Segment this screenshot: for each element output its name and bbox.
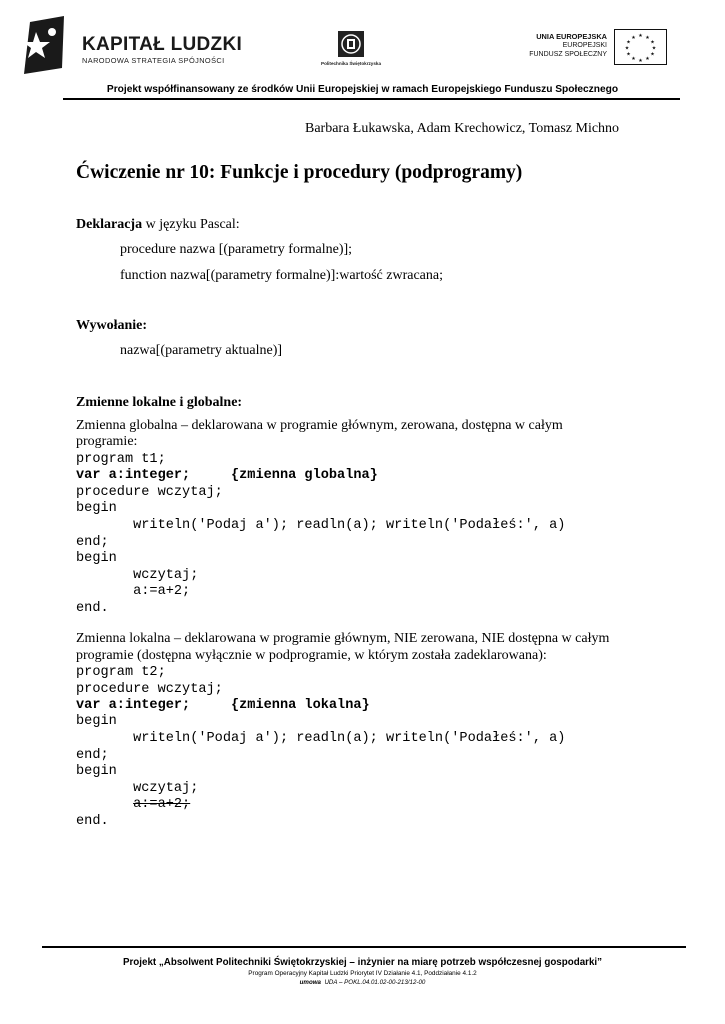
svg-text:★: ★	[645, 35, 650, 41]
code2-line-4: begin	[76, 714, 117, 729]
code1-line-3: procedure wczytaj;	[76, 485, 223, 500]
svg-text:★: ★	[631, 35, 636, 41]
footer-contract	[0, 979, 725, 986]
local-description-line-2: programie (dostępna wyłącznie w podprogramie, w którym została zadeklarowana):	[76, 648, 547, 663]
header-rule	[63, 98, 680, 100]
code1-line-10: end.	[76, 601, 109, 616]
svg-text:★: ★	[638, 33, 643, 39]
university-logo-label: Politechnika Świętokrzyska	[321, 61, 381, 66]
svg-text:★: ★	[638, 58, 643, 64]
logo-title: KAPITAŁ LUDZKI	[82, 34, 243, 55]
eu-line-3: FUNDUSZ SPOŁECZNY	[529, 51, 607, 58]
eu-text-block	[520, 32, 607, 59]
code2-line-6: end;	[76, 748, 109, 763]
svg-text:★: ★	[650, 51, 655, 58]
footer-program: Program Operacyjny Kapitał Ludzki Priorytet IV Działanie 4.1, Poddziałanie 4.1.2	[248, 970, 477, 977]
code1-line-2: var a:integer; {zmienna globalna}	[76, 468, 378, 483]
call-heading: Wywołanie:	[76, 318, 148, 333]
declaration-heading: Deklaracja	[76, 217, 143, 232]
footer-project-name: Projekt „Absolwent Politechniki Świętokrzyskiej – inżynier na miarę potrzeb współczesnej gospodarki”	[122, 957, 603, 968]
code1-line-9: a:=a+2;	[76, 584, 191, 599]
declaration-procedure: procedure nazwa [(parametry formalne)];	[120, 242, 353, 257]
declaration-function: function nazwa[(parametry formalne)]:wartość zwracana;	[120, 268, 443, 283]
svg-text:★: ★	[650, 39, 655, 46]
footer-contract-label: umowa	[299, 979, 321, 986]
call-syntax: nazwa[(parametry aktualne)]	[120, 343, 283, 358]
svg-text:★: ★	[631, 56, 636, 62]
code2-line-9-indent	[76, 797, 133, 812]
code2-line-7: begin	[76, 764, 117, 779]
code2-line-1: program t2;	[76, 665, 166, 680]
declaration-heading-rest: w języku Pascal:	[142, 217, 240, 232]
footer-contract-value: UDA – POKL.04.01.02-00-213/12-00	[324, 979, 426, 986]
code2-line-10: end.	[76, 814, 109, 829]
global-description-line-1: Zmienna globalna – deklarowana w programie głównym, zerowana, dostępna w całym	[76, 418, 563, 433]
code2-line-5: writeln('Podaj a'); readln(a); writeln('Podałeś:', a)	[76, 731, 566, 746]
code2-line-8: wczytaj;	[76, 781, 199, 796]
eu-title: UNIA EUROPEJSKA	[536, 32, 607, 41]
exercise-title: Ćwiczenie nr 10: Funkcje i procedury (podprogramy)	[76, 162, 523, 183]
cofinancing-note: Projekt współfinansowany ze środków Unii Europejskiej w ramach Europejskiego Funduszu Społecznego	[106, 84, 619, 95]
footer-rule	[42, 946, 686, 948]
declaration-heading-line	[76, 217, 240, 233]
code2-line-9	[76, 797, 190, 812]
local-description-line-1: Zmienna lokalna – deklarowana w programie głównym, NIE zerowana, NIE dostępna w całym	[76, 631, 610, 646]
global-description-line-2: programie:	[76, 434, 138, 449]
university-logo-icon	[337, 30, 365, 58]
code1-line-5: writeln('Podaj a'); readln(a); writeln('Podałeś:', a)	[76, 518, 566, 533]
svg-text:★: ★	[651, 45, 657, 52]
code1-line-7: begin	[76, 551, 117, 566]
svg-text:★: ★	[645, 56, 650, 62]
authors: Barbara Łukawska, Adam Krechowicz, Tomasz Michno	[305, 121, 620, 136]
code2-line-3: var a:integer; {zmienna lokalna}	[76, 698, 370, 713]
code1-line-1: program t1;	[76, 452, 166, 467]
code1-line-4: begin	[76, 501, 117, 516]
eu-flag-icon	[614, 29, 667, 65]
svg-text:★: ★	[626, 39, 631, 46]
eu-line-2: EUROPEJSKI	[562, 42, 607, 49]
svg-text:★: ★	[624, 45, 630, 52]
logo-subtitle: NARODOWA STRATEGIA SPÓJNOŚCI	[82, 56, 225, 65]
code1-line-6: end;	[76, 535, 109, 550]
code1-line-8: wczytaj;	[76, 568, 199, 583]
code2-line-2: procedure wczytaj;	[76, 682, 223, 697]
svg-text:★: ★	[626, 51, 631, 58]
code2-struck-statement: a:=a+2;	[133, 797, 191, 812]
variables-heading: Zmienne lokalne i globalne:	[76, 395, 243, 410]
kapital-ludzki-logo-mark	[22, 16, 66, 74]
